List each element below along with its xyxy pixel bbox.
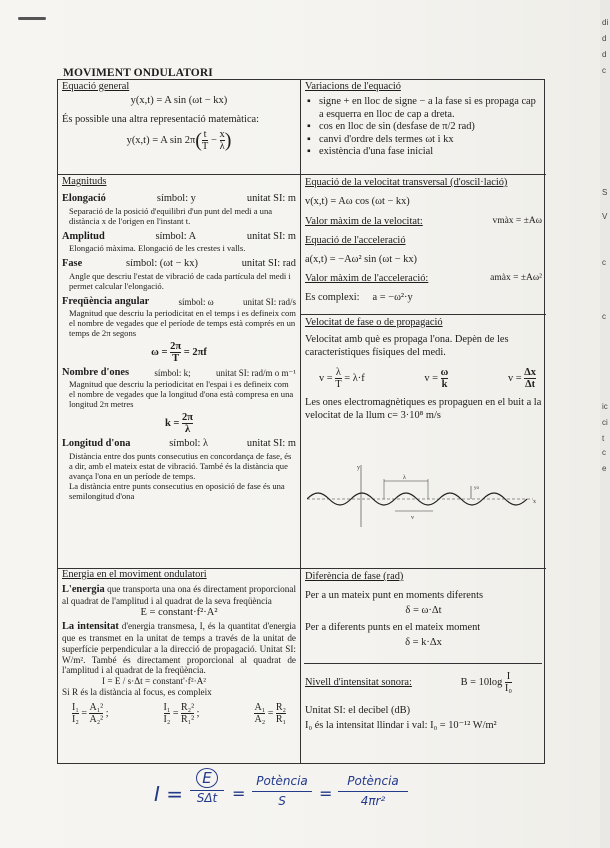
complex-label: Es complexi: <box>305 292 360 303</box>
frac-num: 2π <box>182 412 194 424</box>
phase-diff-text-1: Per a un mateix punt en moments diferents <box>305 590 484 601</box>
magnitude-unit: unitat SI: rad <box>241 258 296 270</box>
frac-num: 2π <box>170 341 182 353</box>
magnitude-description: Angle que descriu l'estat de vibració de cada partícula del medi i permet calcular l'elongació. <box>69 270 291 291</box>
ratio-3: $\frac{\text{A₁}}{\text{A₂}}$ = $\frac{\text{R₂}}{\text{R₁}}$ <box>254 701 286 725</box>
edge-glyph: S <box>602 188 608 197</box>
handwritten-s: S <box>252 791 312 808</box>
formula-lhs: k = <box>164 418 180 430</box>
frac-num: Δx <box>524 367 536 378</box>
handwritten-i: I = <box>154 782 184 806</box>
cell-energia <box>58 569 300 765</box>
section-heading: Variacions de l'equació <box>305 81 401 92</box>
alt-prefix: y(x,t) = A sin 2π <box>126 135 196 147</box>
magnitude-description: Distància entre dos punts consecutius en concordança de fase, és a dir, amb el mateix estat de vibració. També és la distància que avança l'ona en un període de temps. <box>69 450 292 481</box>
formula-rhs: = λ·f <box>344 372 365 384</box>
level-threshold: I₀ és la intensitat llindar i val: I₀ = 10⁻¹² W/m² <box>305 720 497 731</box>
handwritten-frac <box>190 768 224 805</box>
magnitude-symbol: símbol: (ωt − kx) <box>126 258 198 270</box>
content-table <box>57 79 545 764</box>
section-heading: Equació general <box>62 81 130 92</box>
edge-glyph: c <box>602 66 606 75</box>
magnitude-unit: unitat SI: m <box>246 230 296 242</box>
phase-diff-text-2: Per a diferents punts en el mateix moment <box>305 622 481 633</box>
frac-num: I₁ <box>72 701 79 713</box>
frac-den: I₂ <box>163 713 171 725</box>
cell-nivell-intensitat <box>301 664 546 764</box>
phase-velocity-formulas <box>319 367 536 390</box>
frac-den: k <box>441 379 448 390</box>
amax-row <box>305 272 542 285</box>
section-heading: Velocitat de fase o de propagació <box>305 317 443 328</box>
intensity-equation: I = E / s·Δt = constant'·f²·A² <box>102 676 207 687</box>
yo-label: yo <box>474 486 479 491</box>
complex-equation: a = −ω²·y <box>372 292 413 303</box>
edge-glyph: c <box>602 312 606 321</box>
phase-velocity-text: Velocitat amb què es propaga l'ona. Depèn de les característiques físiques del medi. <box>305 334 509 358</box>
intensity-term: La intensitat <box>62 621 119 633</box>
energy-paragraph <box>62 584 296 607</box>
cell-velocitat-fase <box>301 315 546 568</box>
magnitude-unit: unitat SI: m <box>246 193 296 205</box>
omega-formula <box>62 341 296 364</box>
frac-num: A₁² <box>89 701 104 713</box>
formula-lhs: v = <box>508 372 522 384</box>
v-label: v <box>411 515 414 521</box>
acc-equation: a(x,t) = −Aω² sin (ωt − kx) <box>305 254 417 265</box>
frac-num: R₂² <box>180 701 195 713</box>
formula-lhs: v = <box>319 372 333 384</box>
energy-term: L'energia <box>62 583 105 595</box>
ratio-2: $\frac{\text{I₁}}{\text{I₂}}$ = $\frac{\text{R₂²}}{\text{R₁²}}$ ; <box>163 701 200 725</box>
section-heading: Diferència de fase (rad) <box>305 571 404 582</box>
frac-den: T <box>201 141 209 153</box>
list-item: ▪ signe + en lloc de signe − a la fase si es propaga cap a esquerra en lloc de cap a dreta. <box>305 96 542 121</box>
magnitude-unit: unitat SI: m <box>246 438 296 450</box>
lambda-label: λ <box>403 475 406 481</box>
wave-diagram <box>307 461 539 531</box>
list-item: ▪ cos en lloc de sin (desfase de π/2 rad) <box>305 121 542 133</box>
magnitude-freq-angular <box>62 296 296 308</box>
magnitude-longitud-ona <box>62 438 296 450</box>
x-label: x <box>533 499 536 505</box>
level-unit: Unitat SI: el decibel (dB) <box>305 705 411 716</box>
magnitude-fase <box>62 258 296 270</box>
magnitude-description: La distància entre punts consecutius en oposició de fase és una semilongitud d'ona <box>69 480 285 501</box>
list-item: ▪ existència d'una fase inicial <box>305 146 542 158</box>
magnitude-name: Amplitud <box>62 230 105 242</box>
magnitude-name: Nombre d'ones <box>62 367 130 379</box>
ratio-1: $\frac{\text{I₁}}{\text{I₂}}$ = $\frac{\text{A₁²}}{\text{A₂²}}$ ; <box>72 701 109 725</box>
page-title: MOVIMENT ONDULATORI <box>63 67 213 79</box>
handwritten-pot1: Potència <box>256 774 308 788</box>
energy-text: que transporta una ona és directament proporcional al quadrat de l'amplitud i al quadrat de la seva freqüència <box>62 583 296 606</box>
frac-num: λ <box>335 367 341 378</box>
magnitude-description: Elongació màxima. Elongació de les crestes i valls. <box>69 243 246 254</box>
magnitude-nombre-ones <box>62 367 296 379</box>
frac-num: I₁ <box>163 701 171 713</box>
cell-equacio-general <box>58 80 300 174</box>
frac-den: A₂² <box>89 713 104 725</box>
phase-diff-eq-2: δ = k·Δx <box>405 637 442 648</box>
cell-magnituds <box>58 175 300 568</box>
acc-heading: Equació de l'acceleració <box>305 235 406 246</box>
frac-den: T <box>335 379 342 390</box>
frac-den: Δt <box>525 379 536 390</box>
magnitude-unit: unitat SI: rad/m o m⁻¹ <box>216 368 296 379</box>
section-heading: Nivell d'intensitat sonora: <box>305 677 412 688</box>
formula-rhs: = 2πf <box>183 346 207 358</box>
magnitude-name: Freqüència angular <box>62 295 150 307</box>
handwritten-equals: = <box>232 784 246 803</box>
frac-den: R₁ <box>275 713 286 725</box>
section-heading: Equació de la velocitat transversal (d'oscil·lació) <box>305 177 508 188</box>
edge-glyph: d <box>602 34 607 43</box>
magnitude-symbol: símbol: y <box>156 193 196 205</box>
magnitude-amplitud <box>62 231 296 243</box>
magnitude-description: Magnitud que descriu la periodicitat en l'espai i es defineix com el nombre de vegades que la longitud d'ona està compresa en una longitud 2π metres <box>69 379 294 410</box>
level-prefix: B = 10log <box>460 676 503 688</box>
edge-glyph: c <box>602 448 606 457</box>
frac-num: I <box>506 671 511 682</box>
frac-num: t <box>203 129 207 141</box>
frac-den: T <box>172 353 180 365</box>
frac-den: λ <box>219 141 225 153</box>
frac-den: A₂ <box>254 713 266 725</box>
formula-lhs: v = <box>424 372 439 384</box>
k-formula <box>62 412 296 435</box>
binder-mark <box>18 17 46 20</box>
frac-den: I₂ <box>72 713 79 725</box>
complex-row <box>305 291 542 304</box>
handwritten-area: 4πr² <box>338 791 408 808</box>
formula-2 <box>424 367 448 390</box>
magnitude-name: Longitud d'ona <box>62 438 131 450</box>
magnitude-symbol: símbol: k; <box>154 368 191 379</box>
edge-glyph: t <box>602 434 605 443</box>
handwritten-frac-3 <box>338 774 408 808</box>
distance-text: Si R és la distància al focus, es compleix <box>62 686 212 697</box>
handwritten-s-dt: SΔt <box>190 790 224 805</box>
frac-den: R₁² <box>180 713 195 725</box>
alt-text: És possible una altra representació matemàtica: <box>62 113 260 125</box>
intensity-text: d'energia transmesa, I, és la quantitat d'energia que es transmet en la unitat de temps a través de la unitat de superfície perpendicular a la direcció de propagació. Unitat SI: W/m². També és directament proporcional al quadrat de l'amplitud i al quadrat de la freqüència. <box>62 621 296 676</box>
handwritten-e: E <box>196 768 218 788</box>
energy-equation: E = constant·f²·A² <box>140 607 218 619</box>
edge-glyph: d <box>602 50 607 59</box>
alt-equation: y(x,t) = A sin 2π( $\frac{t}{T}$ − $\frac{x}{\lambda}$ ) <box>126 129 232 153</box>
edge-glyph: di <box>602 18 609 27</box>
magnitude-symbol: símbol: A <box>155 230 197 242</box>
section-heading: Energia en el moviment ondulatori <box>62 569 207 580</box>
magnitude-symbol: símbol: ω <box>178 296 214 307</box>
vmax-label: Valor màxim de la velocitat: <box>305 216 423 227</box>
cell-velocitat-transversal <box>301 175 546 314</box>
magnitude-elongacio <box>62 193 296 205</box>
frac-num: A₁ <box>254 701 266 713</box>
formula-3 <box>508 367 536 390</box>
level-row <box>305 671 542 694</box>
page-edge <box>600 0 610 848</box>
minus-sign: − <box>210 135 217 147</box>
magnitude-description: Magnitud que descriu la periodicitat en el temps i es defineix com el nombre de vegades que el període de temps està comprés en un temps de 2π segons <box>69 308 296 339</box>
vmax-row <box>305 215 542 228</box>
frac-num: ω <box>440 367 449 378</box>
magnitude-description: Separació de la posició d'equilibri d'un punt del medi a una distància x de l'origen en l'instant t. <box>69 205 273 226</box>
amax-equation: amàx = ±Aω² <box>490 273 542 283</box>
list-item: ▪ canvi d'ordre dels termes ωt i kx <box>305 134 542 146</box>
magnitude-name: Elongació <box>62 193 106 205</box>
formula-lhs: ω = <box>151 346 168 358</box>
vmax-equation: vmàx = ±Aω <box>492 216 542 226</box>
handwritten-equals: = <box>319 784 333 803</box>
section-heading: Magnituds <box>62 176 107 187</box>
em-text: Les ones electromagnètiques es propaguen en el buit a la velocitat de la llum c= 3·10⁸ m/s <box>305 397 542 421</box>
frac-den: I₀ <box>504 683 512 694</box>
edge-glyph: ic <box>602 402 608 411</box>
edge-glyph: c <box>602 258 606 267</box>
cell-variacions <box>301 80 546 174</box>
general-equation: y(x,t) = A sin (ωt − kx) <box>130 95 228 107</box>
frac-num: R₂ <box>275 701 286 713</box>
y-label: y <box>357 465 360 471</box>
velocity-equation: v(x,t) = Aω cos (ωt − kx) <box>305 196 410 207</box>
intensity-paragraph <box>62 621 296 676</box>
magnitude-symbol: símbol: λ <box>169 438 209 450</box>
amax-label: Valor màxim de l'acceleració: <box>305 273 429 284</box>
handwritten-frac-2 <box>252 774 312 808</box>
ratio-formulas <box>62 702 296 725</box>
edge-glyph: V <box>602 212 608 221</box>
magnitude-name: Fase <box>62 258 83 270</box>
level-equation <box>461 671 512 694</box>
phase-diff-eq-1: δ = ω·Δt <box>405 605 442 616</box>
frac-num: x <box>219 129 225 141</box>
formula-1 <box>319 367 365 390</box>
frac-den: λ <box>184 424 191 436</box>
magnitude-unit: unitat SI: rad/s <box>242 296 296 307</box>
edge-glyph: e <box>602 464 607 473</box>
handwritten-pot2: Potència <box>347 774 399 788</box>
cell-diferencia-fase <box>301 569 546 663</box>
edge-glyph: ci <box>602 418 608 427</box>
